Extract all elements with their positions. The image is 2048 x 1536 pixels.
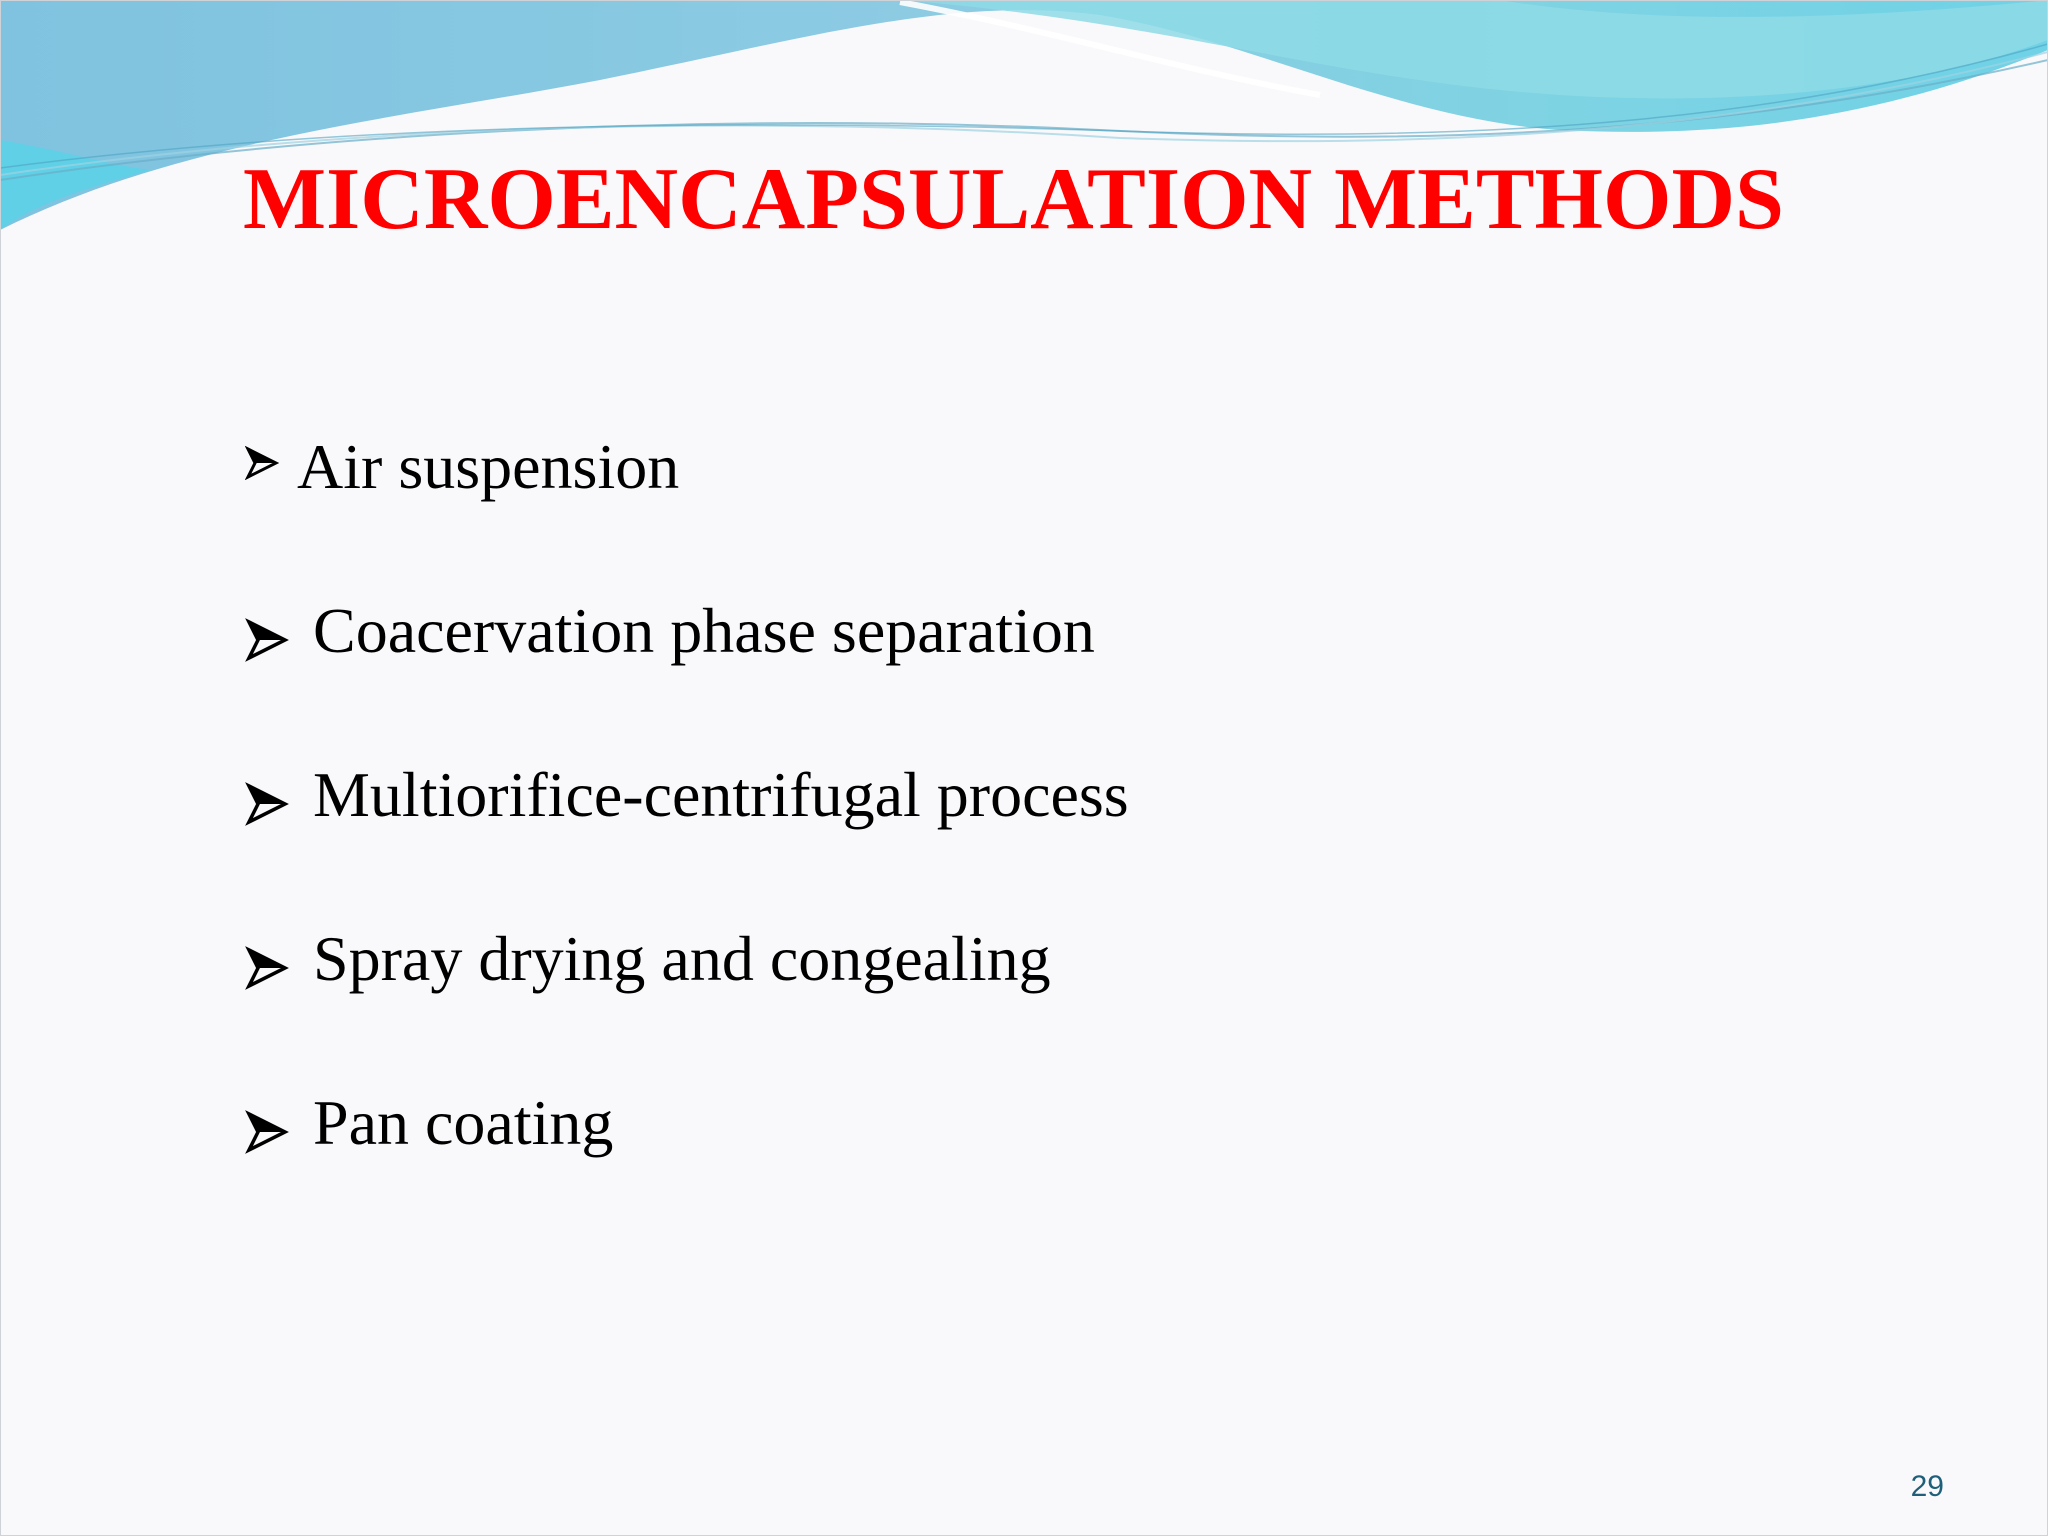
bullet-label: Pan coating: [313, 1087, 614, 1158]
arrow-bullet-icon: [245, 946, 289, 995]
bullet-label: Coacervation phase separation: [313, 595, 1095, 666]
slide-title: MICROENCAPSULATION METHODS: [243, 151, 1784, 248]
arrow-bullet-icon: [245, 446, 279, 485]
arrow-bullet-icon: [245, 1110, 289, 1159]
page-number: 29: [1910, 1470, 1944, 1503]
bullet-label: Spray drying and congealing: [313, 923, 1051, 994]
arrow-bullet-icon: [245, 618, 289, 667]
bullet-label: Air suspension: [297, 431, 680, 502]
arrow-bullet-icon: [245, 782, 289, 831]
bullet-label: Multiorifice-centrifugal process: [313, 759, 1129, 830]
